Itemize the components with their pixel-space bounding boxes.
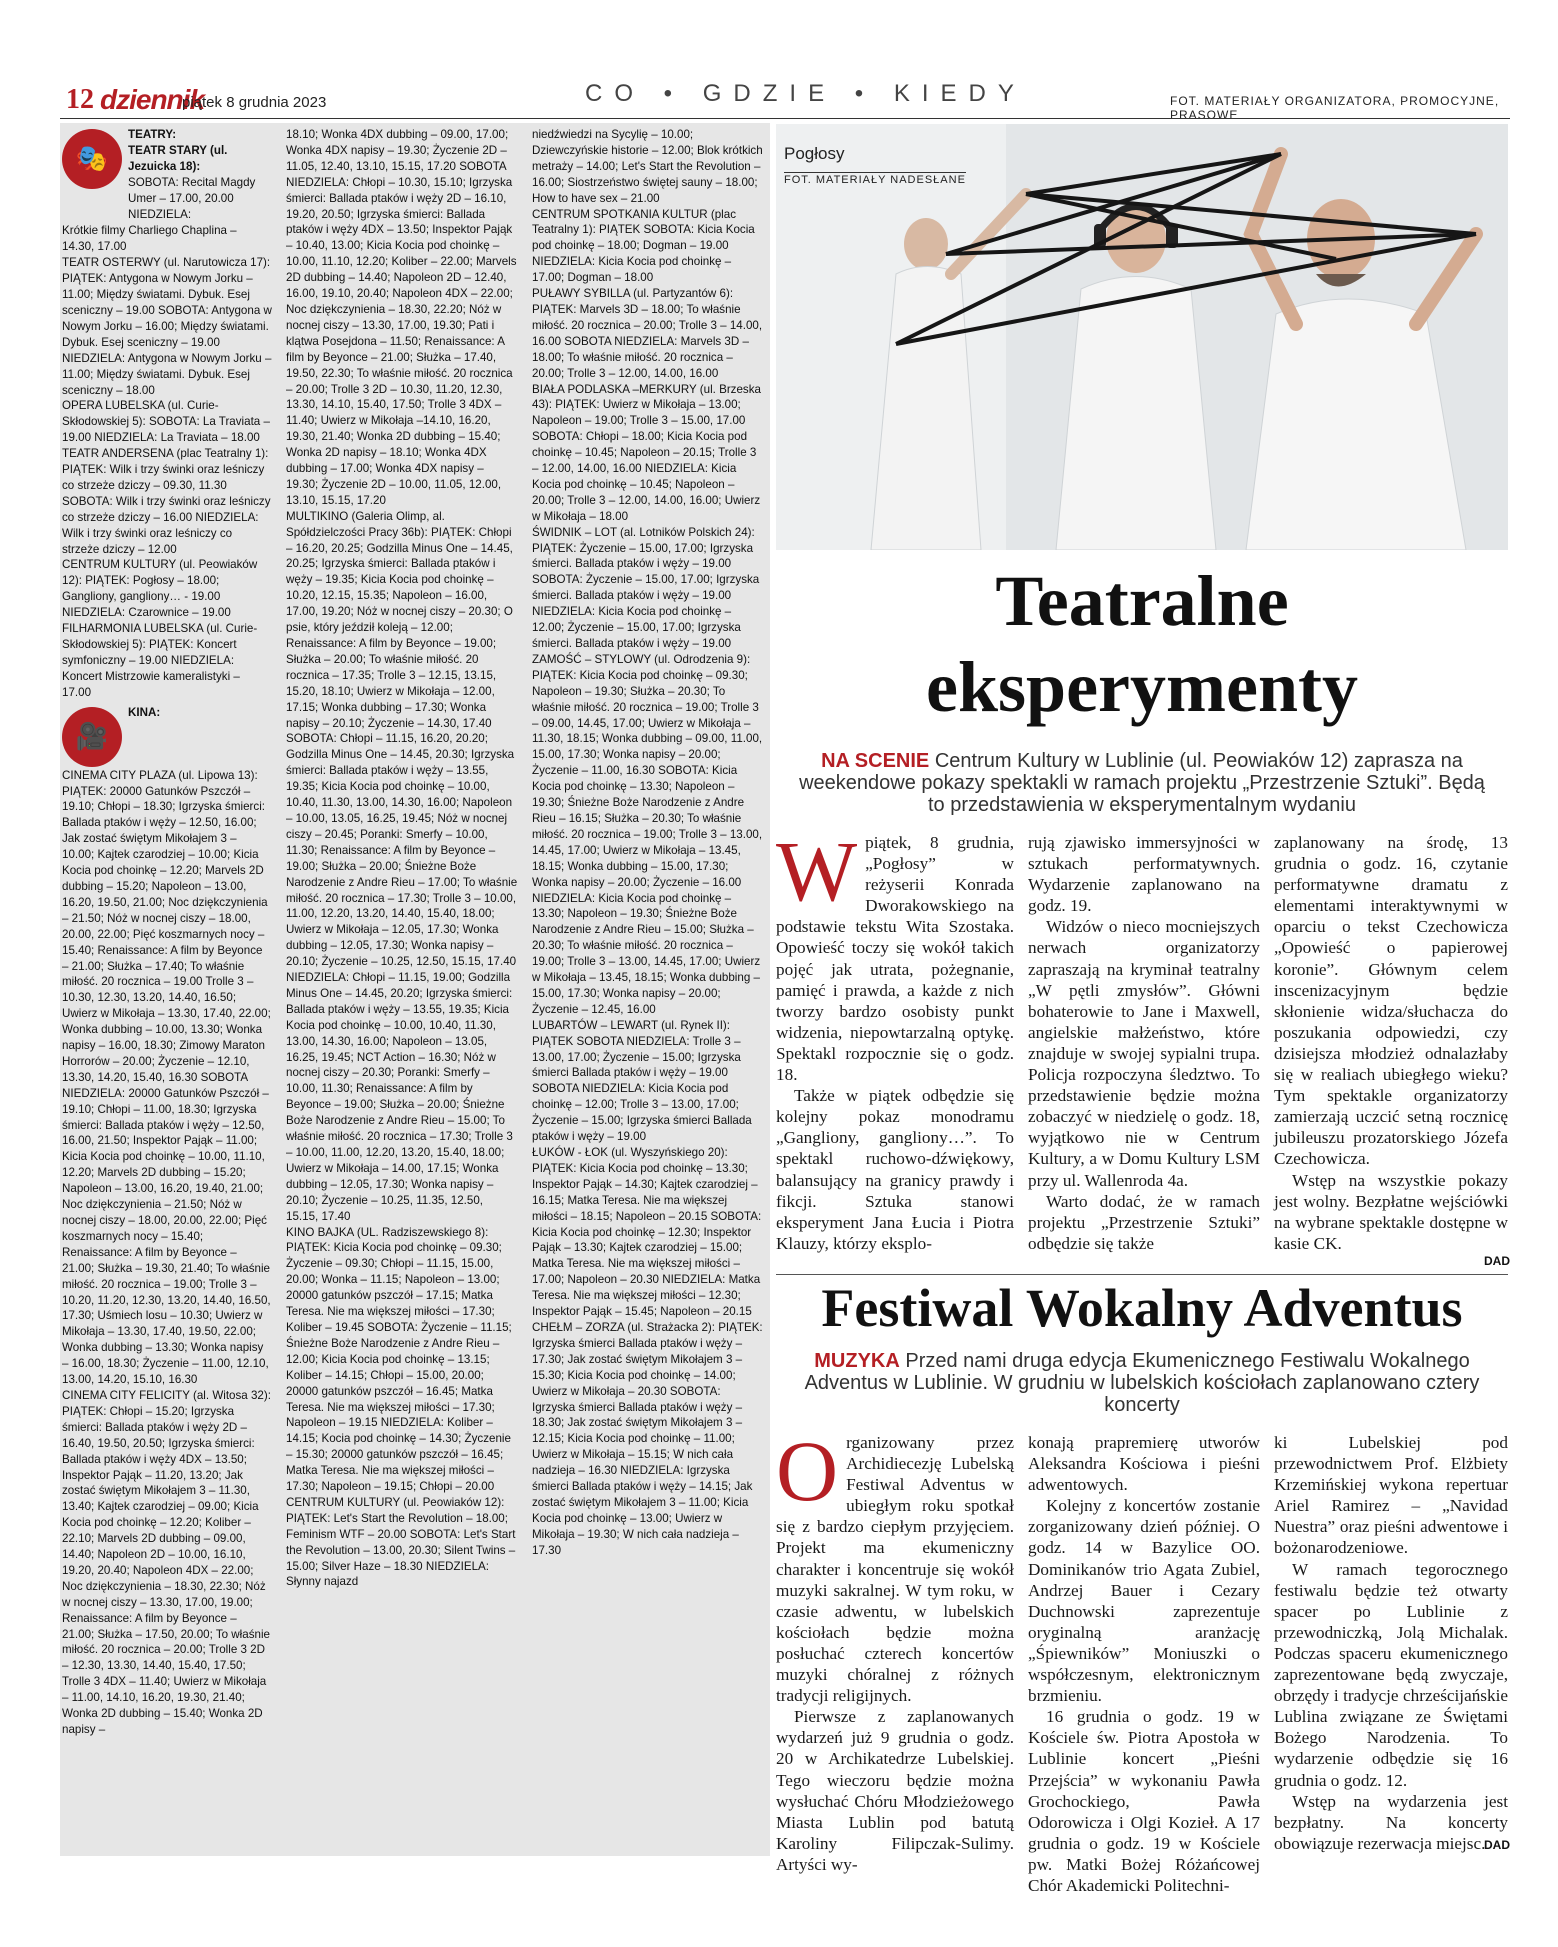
- listing-entry: TEATR STARY (ul. Jezuicka 18):: [128, 143, 228, 173]
- newspaper-logo: dziennik: [100, 84, 205, 115]
- article2-column-1: [776, 1423, 1014, 1875]
- listing-entry: LUBARTÓW – LEWART (ul. Rynek II): PIĄTEK SOBOTA NIEDZIELA: Trolle 3 – 13.00, 17.00; Życzenie – 15.00; Igrzyska śmierci Ballada ptaków i węży – 19.00 SOBOTA NIEDZIELA: Kicia Kocia pod choinkę – 12.00; Trolle 3 – 13.00, 17.00; Życzenie – 15.00; Igrzyska śmierci Ballada ptaków i węży – 19.00: [532, 1018, 752, 1144]
- photo-credit: FOT. MATERIAŁY NADESŁANE: [784, 174, 966, 186]
- listing-entry: BIAŁA PODLASKA –MERKURY (ul. Brzeska 43): PIĄTEK: Uwierz w Mikołaja – 13.00; Napoleon – 19.00; Trolle 3 – 15.00, 17.00 SOBOTA: Chłopi – 18.00; Kicia Kocia pod choinkę – 10.45; Napoleon – 20.15; Trolle 3 – 12.00, 14.00, 16.00 NIEDZIELA: Kicia Kocia pod choinkę – 10.45; Napoleon – 20.00; Trolle 3 – 12.00, 14.00, 16.00; Uwierz w Mikołaja – 18.00: [532, 382, 761, 523]
- listing-entry: niedźwiedzi na Sycylię – 10.00; Dziewczyńskie historie – 12.00; Blok krótkich metraży – 14.00; Let's Start the Revolution – 16.00; Siostrzeństwo świętej sauny – 18.00; How to have sex – 21.00: [532, 128, 763, 205]
- article1-column-2: [1028, 832, 1260, 1254]
- paragraph: Pierwsze z zaplanowanych wydarzeń już 9 grudnia o godz. 20 w Archikatedrze Lubelskiej. Tego wieczoru będzie można wysłuchać Chóru Młodzieżowego Miasta Lublin pod batutą Karoliny Filipczak-Sulimy. Artyści wy-: [776, 1707, 1014, 1874]
- section-title: CO • GDZIE • KIEDY: [585, 80, 1026, 107]
- theatre-heading: TEATRY:: [128, 128, 177, 141]
- listing-entry: CHEŁM – ZORZA (ul. Strażacka 2): PIĄTEK: Igrzyska śmierci Ballada ptaków i węży – 17.30; Jak zostać świętym Mikołajem 3 – 15.30; Kicia Kocia pod choinkę – 14.00; Uwierz w Mikołaja – 20.30 SOBOTA: Igrzyska śmierci Ballada ptaków i węży – 18.30; Jak zostać świętym Mikołajem 3 – 12.15; Kicia Kocia pod choinkę – 11.00; Uwierz w Mikołaja – 15.15; W nich cała nadzieja – 16.30 NIEDZIELA: Igrzyska śmierci Ballada ptaków i węży – 14.15; Jak zostać świętym Mikołajem 3 – 11.00; Kicia Kocia pod choinkę – 13.00; Uwierz w Mikołaja – 19.30; W nich cała nadzieja – 17.30: [532, 1320, 763, 1557]
- paragraph: zaplanowany na środę, 13 grudnia o godz. 16, czytanie performatywne dramatu z elementami interaktywnymi w oparciu o tekst Czechowicza „Opowieść o papierowej koronie”. Głównym celem inscenizacyjnym będzie skłonienie widza/słuchacza do poszukania odpowiedzi, czy dzisiejsza młodzież odnalazłaby się w realiach ubiegłego wieku? Tym spektakle organizatorzy zamierzają uczcić setną rocznicę jubileuszu prozatorskiego Józefa Czechowicza.: [1274, 833, 1508, 1169]
- article-photo: [776, 124, 1508, 550]
- film-camera-icon: 🎥: [62, 707, 122, 767]
- article2-signature: DAD: [1484, 1838, 1510, 1852]
- title-line: Teatralne: [995, 561, 1289, 641]
- paragraph: Kolejny z koncertów zostanie zorganizowany dzień później. O godz. 14 w Bazylice OO. Dominikanów trio Agata Zubiel, Andrzej Bauer i Cezary Duchnowski zaprezentuje oryginalną aranżację „Śpiewników” Moniuszki o współczesnym, elektronicznym brzmieniu.: [1028, 1496, 1260, 1706]
- cinema-heading: KINA:: [128, 705, 161, 719]
- listings-column-2: [286, 127, 518, 1590]
- listing-entry: CENTRUM SPOTKANIA KULTUR (plac Teatralny 1): PIĄTEK SOBOTA: Kicia Kocia pod choinkę – 18.00; Dogman – 19.00 NIEDZIELA: Kicia Kocia pod choinkę – 17.00; Dogman – 18.00: [532, 207, 755, 285]
- title-line: eksperymenty: [926, 647, 1358, 727]
- paragraph: Wstęp na wydarzenia jest bezpłatny. Na koncerty obowiązuje rezerwacja miejsc.: [1274, 1791, 1508, 1853]
- article2-title: Festiwal Wokalny Adventus: [821, 1278, 1463, 1338]
- listing-entry: ŚWIDNIK – LOT (al. Lotników Polskich 24): PIĄTEK: Życzenie – 15.00, 17.00; Igrzyska śmierci. Ballada ptaków i węży – 19.00 SOBOTA: Życzenie – 15.00, 17.00; Igrzyska śmierci. Ballada ptaków i węży – 19.00 NIEDZIELA: Kicia Kocia pod choinkę – 12.00; Życzenie – 15.00, 17.00; Igrzyska śmierci. Ballada ptaków i węży – 19.00: [532, 525, 760, 650]
- theatre-section: [62, 127, 272, 222]
- paragraph: piątek, 8 grudnia, „Pogłosy” w reżyserii Konrada Dworakowskiego na podstawie tekstu Wita Szostaka. Opowieść toczy się wokół takich pojęć jak utrata, pożegnanie, pamięć i prawda, a każde z nich tworzy bardzo osobisty punkt widzenia, niepowtarzalną optykę. Spektakl rozpocznie się o godz. 18.: [776, 833, 1014, 1085]
- performers-illustration: [776, 124, 1508, 550]
- article1-kicker: NA SCENIE: [821, 750, 930, 772]
- listing-entry: ZAMOŚĆ – STYLOWY (ul. Odrodzenia 9): PIĄTEK: Kicia Kocia pod choinkę – 09.30; Napoleon – 19.30; Służka – 20.30; To właśnie miłość. 20 rocznica – 19.00; Trolle 3 – 09.00, 14.45, 17.00; Uwierz w Mikołaja – 11.30, 18.15; Wonka dubbing – 09.00, 11.00, 15.00, 17.30; Wonka napisy – 20.00; Życzenie – 11.00, 16.30 SOBOTA: Kicia Kocia pod choinkę – 13.30; Napoleon – 19.30; Śnieżne Boże Narodzenie z Andre Rieu – 16.15; Służka – 20.30; To właśnie miłość. 20 rocznica – 19.00; Trolle 3 – 13.00, 14.45, 17.00; Uwierz w Mikołaja – 13.45, 18.15; Wonka dubbing – 15.00, 17.30; Wonka napisy – 20.00; Życzenie – 16.00 NIEDZIELA: Kicia Kocia pod choinkę – 13.30; Napoleon – 19.30; Śnieżne Boże Narodzenie z Andre Rieu – 15.00; Służka – 20.30; To właśnie miłość. 20 rocznica – 19.00; Trolle 3 – 13.00, 14.45, 17.00; Uwierz w Mikołaja – 13.45, 18.15; Wonka dubbing – 15.00, 17.30; Wonka napisy – 20.00; Życzenie – 12.45, 16.00: [532, 652, 763, 1016]
- article1-signature: DAD: [1484, 1254, 1510, 1268]
- listing-entry: KINO BAJKA (UL. Radziszewskiego 8): PIĄTEK: Kicia Kocia pod choinkę – 09.30; Życzenie – 09.30; Chłopi – 11.15, 15.00, 20.00; Wonka – 11.15; Napoleon – 13.00; 20000 gatunków pszczół – 17.15; Matka Teresa. Nie ma większej miłości – 17.30; Koliber – 19.45 SOBOTA: Życzenie – 11.15; Śnieżne Boże Narodzenie z Andre Rieu – 12.00; Kicia Kocia pod choinkę – 13.15; Koliber – 14.15; Chłopi – 15.00, 20.00; 20000 gatunków pszczół – 16.45; Matka Teresa. Nie ma większej miłości – 17.30; Napoleon – 19.15 NIEDZIELA: Koliber – 14.15; Kocia pod choinkę – 14.30; Życzenie – 15.30; 20000 gatunków pszczół – 16.45; Matka Teresa. Nie ma większej miłości – 17.30; Napoleon – 19.15; Chłopi – 20.00: [286, 1225, 512, 1494]
- page-header: [0, 0, 1558, 122]
- listing-entry: FILHARMONIA LUBELSKA (ul. Curie-Skłodowskiej 5): PIĄTEK: Koncert symfoniczny – 19.00 NIEDZIELA: Koncert Mistrzowie kameralistyki – 17.00: [62, 622, 258, 699]
- listing-entry: CENTRUM KULTURY (ul. Peowiaków 12): PIĄTEK: Pogłosy – 18.00; Gangliony, gangliony… - 19.00 NIEDZIELA: Czarownice – 19.00: [62, 558, 258, 620]
- listing-entry: TEATR OSTERWY (ul. Narutowicza 17): PIĄTEK: Antygona w Nowym Jorku – 11.00; Między światami. Dybuk. Esej sceniczny – 19.00 SOBOTA: Antygona w Nowym Jorku – 16.00; Między światami. Dybuk. Esej sceniczny – 19.00 NIEDZIELA: Antygona w Nowym Jorku – 11.00; Między światami. Dybuk. Esej sceniczny – 18.00: [62, 256, 272, 397]
- header-rule: [60, 118, 1510, 119]
- article2-lead: [790, 1350, 1494, 1416]
- article2-column-3: [1274, 1432, 1508, 1854]
- paragraph: 16 grudnia o godz. 19 w Kościele św. Piotra Apostoła w Lublinie koncert „Pieśni Przejścia” w wykonaniu Pawła Grochockiego, Pawła Odorowicza i Olgi Kozieł. A 17 grudnia o godz. 19 w Kościele pw. Matki Bożej Różańcowej Chór Akademicki Politechni-: [1028, 1707, 1260, 1895]
- dropcap: O: [776, 1423, 839, 1519]
- paragraph: Widzów o nieco mocniejszych nerwach organizatorzy zapraszają na kryminał teatralny „W pętli zmysłów”. Główni bohaterowie to Jane i Maxwell, angielskie małżeństwo, które znajduje w swojej sypialni trupa. Policja rozpoczyna śledztwo. To przedstawienie będzie można zobaczyć w niedzielę o godz. 18, wyjątkowo nie w Centrum Kultury, a w Domu Kultury LSM przy ul. Wallenroda 4a.: [1028, 917, 1260, 1190]
- article1-title: [776, 558, 1508, 730]
- paragraph: ki Lubelskiej pod przewodnictwem Prof. Elżbiety Krzemińskiej wykona repertuar Ariel Ramirez – „Navidad Nuestra” oraz pieśni adwentowe i bożonarodzeniowe.: [1274, 1433, 1508, 1558]
- listing-entry: MULTIKINO (Galeria Olimp, al. Spółdzielczości Pracy 36b): PIĄTEK: Chłopi – 16.20, 20.25; Godzilla Minus One – 14.45, 20.25; Igrzyska śmierci: Ballada ptaków i węży – 19.35; Kicia Kocia pod choinkę – 10.20, 12.15, 15.35; Napoleon – 16.00, 17.00, 19.20; Nóż w nocnej ciszy – 20.30; O psie, który jeździł koleją – 12.00; Renaissance: A film by Beyonce – 19.00; Służka – 20.00; To właśnie miłość. 20 rocznica – 17.35; Trolle 3 – 12.15, 13.15, 15.20, 18.10; Uwierz w Mikołaja – 12.00, 17.15; Wonka dubbing – 17.30; Wonka napisy – 20.10; Życzenie – 14.30, 17.40 SOBOTA: Chłopi – 11.15, 16.20, 20.20; Godzilla Minus One – 14.45, 20.30; Igrzyska śmierci: Ballada ptaków i węży – 13.55, 19.35; Kicia Kocia pod choinkę – 10.00, 10.40, 11.30, 13.00, 14.30, 16.00; Napoleon – 10.00, 13.05, 16.25, 19.45; Nóż w nocnej ciszy – 20.45; Poranki: Smerfy – 10.00, 11.30; Renaissance: A film by Beyonce – 19.00; Służka – 20.00; Śnieżne Boże Narodzenie z Andre Rieu – 17.00; To właśnie miłość. 20 rocznica – 17.30; Trolle 3 – 10.00, 11.00, 12.20, 13.20, 14.40, 15.40, 18.00; Uwierz w Mikołaja – 12.05, 17.30; Wonka dubbing – 12.05, 17.30; Wonka napisy – 20.10; Życzenie – 10.25, 12.50, 15.15, 17.40 NIEDZIELA: Chłopi – 11.15, 19.00; Godzilla Minus One – 14.45, 20.20; Igrzyska śmierci: Ballada ptaków i węży – 13.55, 19.35; Kicia Kocia pod choinkę – 10.00, 10.40, 11.30, 13.00, 14.30, 16.00; Napoleon – 13.05, 16.25, 19.45; NCT Action – 16.30; Nóż w nocnej ciszy – 20.30; Poranki: Smerfy – 10.00, 11.30; Renaissance: A film by Beyonce – 19.00; Służka – 20.00; Śnieżne Boże Narodzenie z Andre Rieu – 15.00; To właśnie miłość. 20 rocznica – 17.30; Trolle 3 – 10.00, 11.00, 12.20, 13.20, 15.40, 18.00; Uwierz w Mikołaja – 14.00, 17.15; Wonka dubbing – 12.05, 17.30; Wonka napisy – 20.10; Życzenie – 10.25, 11.35, 12.50, 15.15, 17.40: [286, 509, 518, 1223]
- article1-column-3: [1274, 832, 1508, 1254]
- article1-lead-text: Centrum Kultury w Lublinie (ul. Peowiaków 12) zaprasza na weekendowe pokazy spektakli w ramach projektu „Przestrzenie Sztuki”. Będą to przedstawienia w eksperymentalnym wydaniu: [799, 750, 1485, 816]
- listing-entry: CINEMA CITY FELICITY (al. Witosa 32): PIĄTEK: Chłopi – 15.20; Igrzyska śmierci: Ballada ptaków i węży 2D – 16.40, 19.50, 20.50; Igrzyska śmierci: Ballada ptaków i węży 4DX – 13.50; Inspektor Pająk – 11.20, 13.20; Jak zostać świętym Mikołajem 3 – 11.30, 13.40; Kajtek czarodziej – 09.00; Kicia Kocia pod choinkę – 12.20; Koliber – 22.10; Marvels 2D dubbing – 09.00, 14.40; Napoleon 2D – 10.00, 16.10, 19.20, 20.40; Napoleon 4DX – 22.00; Noc dziękczynienia – 18.30, 22.30; Nóż w nocnej ciszy – 13.30, 17.00, 19.00; Renaissance: A film by Beyonce – 21.00; Służka – 17.50, 20.00; To właśnie miłość. 20 rocznica – 20.00; Trolle 3 2D – 12.30, 13.30, 14.40, 15.40, 17.50; Trolle 3 4DX – 11.40; Uwierz w Mikołaja – 11.00, 14.10, 16.20, 19.30, 21.40; Wonka 2D dubbing – 15.40; Wonka 2D napisy –: [62, 1388, 271, 1736]
- listings-column-1: [62, 127, 272, 1738]
- listing-entry: 18.10; Wonka 4DX dubbing – 09.00, 17.00; Wonka 4DX napisy – 19.30; Życzenie 2D – 11.05, 12.40, 13.10, 15.15, 17.20 SOBOTA NIEDZIELA: Chłopi – 10.30, 15.10; Igrzyska śmierci: Ballada ptaków i węży 2D – 16.10, 19.20, 20.50; Igrzyska śmierci: Ballada ptaków i węży 4DX – 13.50; Inspektor Pająk – 10.40, 13.00; Kicia Kocia pod choinkę – 10.00, 11.10, 12.20; Koliber – 22.00; Marvels 2D dubbing – 14.40; Napoleon 2D – 12.40, 16.00, 19.10, 20.40; Napoleon 4DX – 22.00; Noc dziękczynienia – 18.30, 22.20; Nóż w nocnej ciszy – 13.30, 17.00, 19.30; Pati i klątwa Posejdona – 11.50; Renaissance: A film by Beyonce – 21.00; Służka – 17.40, 19.50, 22.30; To właśnie miłość. 20 rocznica – 20.00; Trolle 3 2D – 10.30, 11.20, 12.30, 13.30, 14.10, 15.40, 17.50; Trolle 3 4DX – 11.40; Uwierz w Mikołaja –14.10, 16.20, 19.30, 21.40; Wonka 2D dubbing – 15.40; Wonka 2D napisy – 18.10; Wonka 4DX dubbing – 17.00; Wonka 4DX napisy – 19.30; Życzenie 2D – 10.00, 11.05, 12.00, 13.10, 15.15, 17.20: [286, 128, 517, 507]
- paragraph: Warto dodać, że w ramach projektu „Przestrzenie Sztuki” odbędzie się także: [1028, 1191, 1260, 1253]
- paragraph: W ramach tegorocznego festiwalu będzie też otwarty spacer po Lublinie z przewodniczką, Jolą Michalak. Podczas spaceru ekumenicznego zaprezentowane będą zwyczaje, obrzędy i tradycje chrześcijańskie Lublina związane ze Świętami Bożego Narodzenia. To wydarzenie odbędzie się 16 grudnia o godz. 12.: [1274, 1559, 1508, 1790]
- listings-column-3: [532, 127, 764, 1559]
- listing-entry: TEATR ANDERSENA (plac Teatralny 1): PIĄTEK: Wilk i trzy świnki oraz leśniczy co strzeże dziczy – 09.30, 11.30 SOBOTA: Wilk i trzy świnki oraz leśniczy co strzeże dziczy – 16.00 NIEDZIELA: Wilk i trzy świnki oraz leśniczy co strzeże dziczy – 12.00: [62, 447, 271, 556]
- article2-kicker: MUZYKA: [814, 1350, 900, 1372]
- article1-lead: [790, 750, 1494, 816]
- listing-entry: ŁUKÓW - ŁOK (ul. Wyszyńskiego 20): PIĄTEK: Kicia Kocia pod choinkę – 13.30; Inspektor Pająk – 14.30; Kajtek czarodziej – 16.15; Matka Teresa. Nie ma większej miłości – 18.15; Napoleon – 20.15 SOBOTA: Kicia Kocia pod choinkę – 12.30; Inspektor Pająk – 13.30; Kajtek czarodziej – 15.00; Matka Teresa. Nie ma większej miłości – 17.00; Napoleon – 20.30 NIEDZIELA: Matka Teresa. Nie ma większej miłości – 12.30; Inspektor Pająk – 15.45; Napoleon – 20.15: [532, 1146, 762, 1319]
- article2-lead-text: Przed nami druga edycja Ekumenicznego Festiwalu Wokalnego Adventus w Lublinie. W grudniu w lubelskich kościołach zaplanowano cztery koncerty: [804, 1350, 1480, 1416]
- listing-entry: PUŁAWY SYBILLA (ul. Partyzantów 6): PIĄTEK: Marvels 3D – 18.00; To właśnie miłość. 20 rocznica – 20.00; Trolle 3 – 14.00, 16.00 SOBOTA NIEDZIELA: Marvels 3D – 18.00; To właśnie miłość. 20 rocznica – 20.00; Trolle 3 – 12.00, 14.00, 16.00: [532, 287, 763, 380]
- listing-entry: CENTRUM KULTURY (ul. Peowiaków 12): PIĄTEK: Let's Start the Revolution – 18.00; Feminism WTF – 20.00 SOBOTA: Let's Start the Revolution – 13.00, 20.30; Silent Twins – 15.00; Silver Haze – 18.30 NIEDZIELA: Słynny najazd: [286, 1495, 516, 1589]
- article-separator: [776, 1274, 1508, 1275]
- page-number: 12: [66, 84, 94, 115]
- listing-entry: OPERA LUBELSKA (ul. Curie-Skłodowskiej 5): SOBOTA: La Traviata – 19.00 NIEDZIELA: La Traviata – 18.00: [62, 399, 270, 445]
- listing-entry: CINEMA CITY PLAZA (ul. Lipowa 13): PIĄTEK: 20000 Gatunków Pszczół – 19.10; Chłopi – 18.30; Igrzyska śmierci: Ballada ptaków i węży – 12.50, 16.00; Jak zostać świętym Mikołajem 3 – 10.00; Kajtek czarodziej – 10.00; Kicia Kocia pod choinkę – 12.20; Marvels 2D dubbing – 15.20; Napoleon – 13.00, 16.20, 19.50, 21.00; Noc dziękczynienia – 21.50; Nóż w nocnej ciszy – 18.00, 20.00, 22.00; Pięć koszmarnych nocy – 15.40; Renaissance: A film by Beyonce – 21.00; Służka – 17.40; To właśnie miłość. 20 rocznica – 19.00 Trolle 3 – 10.30, 12.30, 13.20, 14.40, 16.50; Uwierz w Mikołaja – 13.30, 17.40, 22.00; Wonka dubbing – 10.00, 13.30; Wonka napisy – 16.00, 18.30; Zimowy Maraton Horrorów – 20.00; Życzenie – 12.10, 13.30, 14.20, 15.40, 16.30 SOBOTA NIEDZIELA: 20000 Gatunków Pszczół – 19.10; Chłopi – 11.00, 18.30; Igrzyska śmierci: Ballada ptaków i węży – 12.50, 16.00, 21.50; Inspektor Pająk – 11.00; Kicia Kocia pod choinkę – 10.00, 11.10, 12.20; Marvels 2D dubbing – 15.20; Napoleon – 13.00, 16.20, 19.40, 21.00; Noc dziękczynienia – 21.50; Nóż w nocnej ciszy – 18.00, 20.00, 22.00; Pięć koszmarnych nocy – 15.40; Renaissance: A film by Beyonce – 21.00; Służka – 19.30, 21.40; To właśnie miłość. 20 rocznica – 19.00; Trolle 3 – 10.20, 11.20, 12.30, 13.20, 14.40, 16.50, 17.30; Uśmiech losu – 10.30; Uwierz w Mikołaja – 13.30, 17.40, 19.50, 22.00; Wonka dubbing – 13.30; Wonka napisy – 16.00, 18.30; Życzenie – 11.00, 12.10, 13.00, 14.20, 15.10, 16.30: [62, 768, 271, 1387]
- paragraph: Wstęp na wszystkie pokazy jest wolny. Bezpłatne wejściówki na wybrane spektakle dostępne w kasie CK.: [1274, 1170, 1508, 1253]
- paragraph: rują zjawisko immersyjności w sztukach performatywnych. Wydarzenie zaplanowano na godz. 19.: [1028, 833, 1260, 916]
- article1-column-1: [776, 823, 1014, 1254]
- article2-column-2: [1028, 1432, 1260, 1896]
- photo-credit-header: FOT. MATERIAŁY ORGANIZATORA, PROMOCYJNE, PRASOWE: [1170, 94, 1500, 122]
- cinema-section: [62, 705, 272, 767]
- paragraph: Także w piątek odbędzie się kolejny pokaz monodramu „Gangliony, gangliony…”. To spektakl ruchowo-dźwiękowy, balansujący na granicy prawdy i fikcji. Sztuka stanowi eksperyment Jana Łucia i Piotra Klauzy, którzy eksplo-: [776, 1086, 1014, 1253]
- listings-box: [60, 123, 770, 1856]
- dropcap: W: [776, 823, 858, 919]
- listing-entry: SOBOTA: Recital Magdy Umer – 17.00, 20.00 NIEDZIELA:: [128, 175, 256, 221]
- paragraph: konają prapremierę utworów Aleksandra Kościowa i pieśni adwentowych.: [1028, 1433, 1260, 1495]
- issue-date: piątek 8 grudnia 2023: [182, 94, 327, 111]
- theatre-masks-icon: 🎭: [62, 129, 122, 189]
- photo-caption: Pogłosy: [784, 144, 845, 163]
- paragraph: rganizowany przez Archidiecezję Lubelską Festiwal Adventus w ubiegłym roku spotkał się z bardzo ciepłym przyjęciem. Projekt ma ekumeniczny charakter i koncentruje się wokół muzyki sakralnej. W tym roku, w czasie adwentu, w lubelskich kościołach będzie można posłuchać czterech koncertów muzyki chóralnej z różnych tradycji religijnych.: [776, 1433, 1014, 1706]
- listing-entry: Krótkie filmy Charliego Chaplina – 14.30, 17.00: [62, 224, 237, 254]
